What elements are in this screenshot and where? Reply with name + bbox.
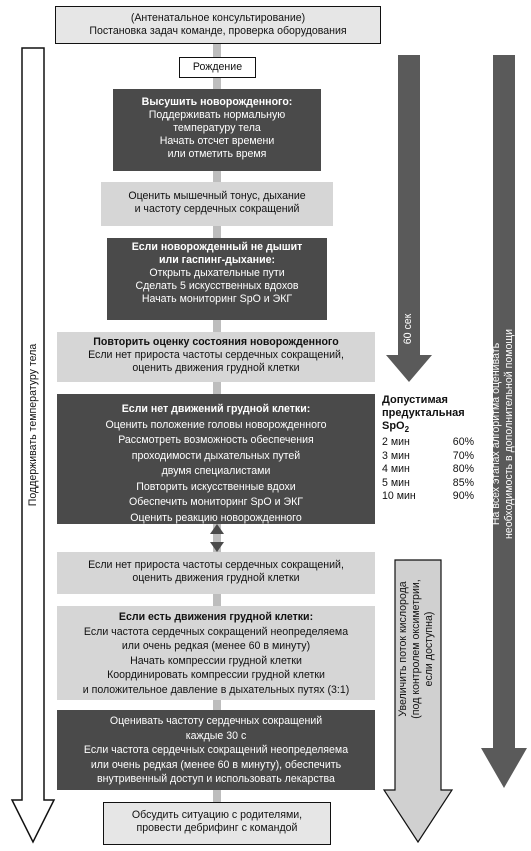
spo2-symbol: SpO <box>382 420 405 432</box>
spo2-table <box>382 394 474 504</box>
chest-moves-line-1: Если частота сердечных сокращений неопределяема <box>83 625 349 638</box>
reassess-box <box>57 332 375 382</box>
not-breathing-line-2: Сделать 5 искусственных вдохов <box>135 280 299 292</box>
no-chest-line-1: Оценить положение головы новорожденного <box>105 418 327 431</box>
hr-every-30s-box <box>57 710 375 790</box>
no-hr-line-2: оценить движения грудной клетки <box>132 572 300 584</box>
no-chest-line-7: Оценить реакцию новорожденного <box>130 511 302 524</box>
spo2-title-2: предуктальная <box>382 407 465 419</box>
chest-moves-box <box>57 606 375 700</box>
no-chest-line-2: Рассмотреть возможность обеспечения <box>118 434 314 446</box>
temperature-label: Поддерживать температуру тела <box>27 343 39 507</box>
all-stages-line-1: На всех этапах алгоритма оценивать <box>490 342 502 526</box>
reassess-title: Повторить оценку состояния новорожденного <box>93 336 339 348</box>
spo2-time: 2 мин <box>382 436 410 449</box>
spo2-value: 70% <box>452 449 474 462</box>
chest-moves-line-2: или очень редкая (менее 60 в минуту) <box>121 640 311 652</box>
no-chest-line-3: проходимости дыхательных путей <box>131 449 301 462</box>
spo2-row <box>382 436 474 450</box>
not-breathing-line-1: Открыть дыхательные пути <box>149 267 285 279</box>
spo2-time: 4 мин <box>382 463 410 476</box>
no-chest-line-4: двумя специалистами <box>161 465 271 477</box>
spo2-time: 3 мин <box>382 449 410 462</box>
spo2-title-1: Допустимая <box>382 394 448 406</box>
spo2-value: 60% <box>452 436 474 449</box>
spo2-row <box>382 477 474 491</box>
not-breathing-box <box>107 238 327 320</box>
antenatal-line-2: Постановка задач команде, проверка оборудования <box>89 25 347 37</box>
oxygen-line-3: если доступна) <box>423 611 435 687</box>
hr-30-line-1: Оценивать частоту сердечных сокращений <box>109 715 323 727</box>
spo2-value: 80% <box>452 463 474 476</box>
chest-moves-line-4: Координировать компрессии грудной клетки <box>107 669 325 681</box>
no-hr-line-1: Если нет прироста частоты сердечных сокращений, <box>88 559 344 571</box>
hr-30-line-3: Если частота сердечных сокращений неопределяема <box>83 744 349 756</box>
spo2-time: 10 мин <box>382 490 416 503</box>
antenatal-box <box>55 6 381 44</box>
chest-moves-line-5: и положительное давление в дыхательных путях (3:1) <box>82 683 350 696</box>
spo2-row <box>382 450 474 464</box>
dry-line-3: Начать отсчет времени <box>159 135 275 147</box>
birth-box <box>179 57 256 78</box>
hr-30-line-4: или очень редкая (менее 60 в минуту), обеспечить <box>90 758 342 771</box>
not-breathing-title-1: Если новорожденный не дышит <box>131 241 303 253</box>
no-chest-title: Если нет движений грудной клетки: <box>121 403 311 415</box>
sixty-sec-label: 60 сек <box>402 313 414 345</box>
dry-line-4: или отметить время <box>167 148 267 160</box>
dry-box <box>113 89 321 171</box>
assess-box <box>101 182 333 226</box>
dry-title: Высушить новорожденного: <box>141 96 293 108</box>
spo2-value: 90% <box>452 490 474 503</box>
discuss-line-1: Обсудить ситуацию с родителями, <box>131 809 303 821</box>
hr-30-line-5: внутривенный доступ и использовать лекарства <box>97 773 335 785</box>
oxygen-line-2: (под контролем оксиметрии, <box>410 579 422 719</box>
no-chest-line-6: Обеспечить мониторинг SpO и ЭКГ <box>129 496 303 508</box>
spo2-value: 85% <box>452 476 474 489</box>
spo2-row <box>382 463 474 477</box>
discuss-box <box>103 802 331 845</box>
discuss-line-2: провести дебрифинг с командой <box>136 822 298 834</box>
reassess-line-1: Если нет прироста частоты сердечных сокращений, <box>88 349 344 361</box>
no-chest-movement-box <box>57 394 375 524</box>
oxygen-line-1: Увеличить поток кислорода <box>397 581 409 717</box>
not-breathing-title-2: или гаспинг-дыхание: <box>158 254 276 266</box>
chest-moves-line-3: Начать компрессии грудной клетки <box>130 654 302 667</box>
all-stages-line-2: необходимость в дополнительной помощи <box>503 328 515 540</box>
assess-line-1: Оценить мышечный тонус, дыхание <box>128 190 306 202</box>
oxygen-label <box>397 569 439 729</box>
not-breathing-line-3: Начать мониторинг SpO и ЭКГ <box>141 293 293 305</box>
no-hr-increase-box <box>57 552 375 594</box>
no-chest-line-5: Повторить искусственные вдохи <box>136 480 296 493</box>
hr-30-line-2: каждые 30 с <box>185 729 247 742</box>
spo2-row <box>382 490 474 504</box>
dry-line-1: Поддерживать нормальную <box>148 109 286 121</box>
antenatal-line-1: (Антенатальное консультирование) <box>130 12 306 24</box>
all-stages-label <box>490 309 518 559</box>
reassess-line-2: оценить движения грудной клетки <box>132 362 300 374</box>
assess-line-2: и частоту сердечных сокращений <box>134 203 300 215</box>
dry-line-2: температуру тела <box>173 122 261 134</box>
spo2-time: 5 мин <box>382 476 410 489</box>
spo2-title-3 <box>382 420 474 436</box>
birth-label: Рождение <box>192 61 243 73</box>
chest-moves-title: Если есть движения грудной клетки: <box>118 611 314 623</box>
spo2-subscript: 2 <box>404 425 410 435</box>
